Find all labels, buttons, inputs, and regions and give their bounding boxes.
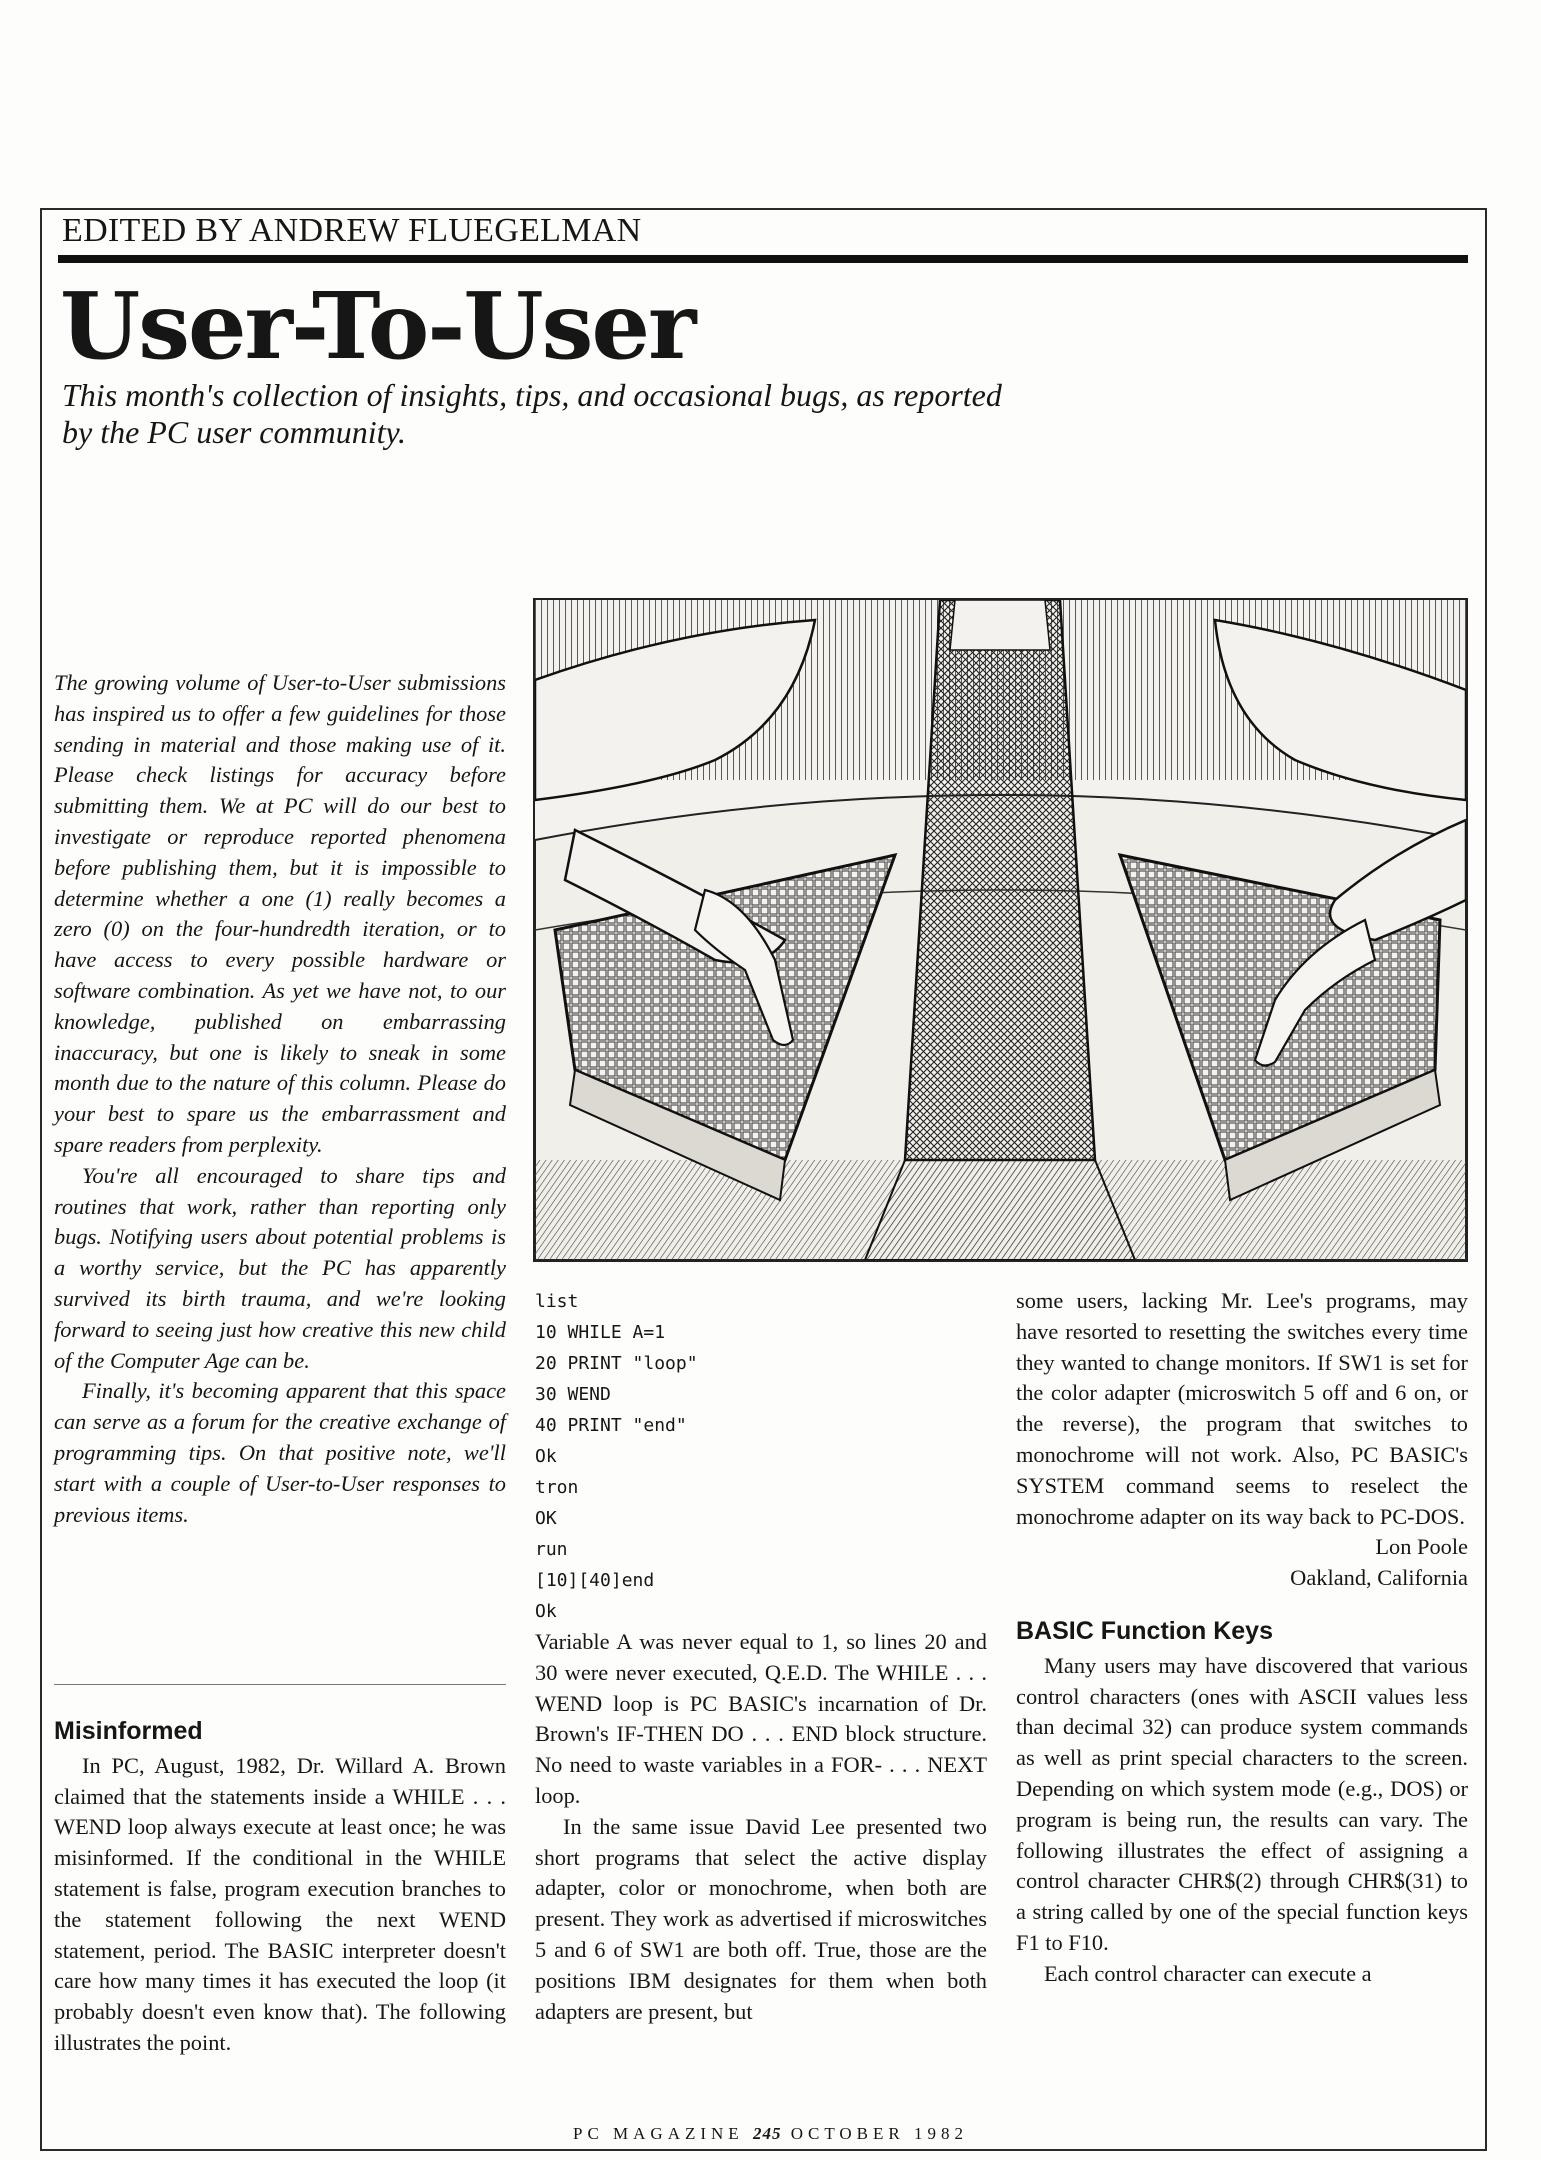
page-subtitle: This month's collection of insights, tips, and occasional bugs, as reported by the PC user community. (62, 377, 1002, 450)
illustration-keyboards (533, 598, 1468, 1262)
body-paragraph: some users, lacking Mr. Lee's programs, may have resorted to resetting the switches every time they wanted to change monitors. If SW1 is set for the color adapter (microswitch 5 off and 6 on, or the reverse), the program that switches to monochrome will not work. Also, PC BASIC's SYSTEM command seems to reselect the monochrome adapter on its way back to PC-DOS. (1016, 1288, 1468, 1529)
code-line: list (535, 1291, 579, 1312)
body-paragraph: In the same issue David Lee presented two short programs that select the active display adapter, color or monochrome, when both are present. They work as advertised if microswitches 5 and 6 of SW1 are both off. True, those are the positions IBM designates for them when both adapters are present, but (535, 1813, 987, 2024)
body-paragraph: Many users may have discovered that various control characters (ones with ASCII values less than decimal 32) can produce system commands as well as print special characters to the screen. Depending on which system mode (e.g., DOS) or program is being run, the results can vary. The following illustrates the effect of assigning a control character CHR$(2) through CHR$(31) to a string called by one of the special function keys F1 to F10. (1016, 1652, 1468, 1955)
code-line: 20 PRINT "loop" (535, 1353, 698, 1374)
body-paragraph: Each control character can execute a (1044, 1960, 1372, 1986)
intro-paragraph: You're all encouraged to share tips and routines that work, rather than reporting only bugs. Notifying users about potential problems is a worthy service, but the PC has apparently survived its birth trauma, and we're looking forward to seeing just how creative this new child of the Computer Age can be. (54, 1162, 506, 1373)
column-1-misinformed (54, 1716, 506, 2059)
header-rule (58, 255, 1468, 263)
code-line: Ok (535, 1601, 557, 1622)
page-footer (0, 2124, 1541, 2144)
signature-place: Oakland, California (1290, 1565, 1468, 1591)
column-1-intro (54, 668, 506, 1530)
code-line: 40 PRINT "end" (535, 1415, 687, 1436)
section-heading: BASIC Function Keys (1016, 1616, 1273, 1645)
page-title: User-To-User (60, 272, 695, 380)
code-line: run (535, 1539, 568, 1560)
intro-paragraph: The growing volume of User-to-User submissions has inspired us to offer a few guidelines for those sending in material and those making use of it. Please check listings for accuracy before submitting them. We at PC will do our best to investigate or reproduce reported phenomena before publishing them, but it is impossible to determine whether a one (1) really becomes a zero (0) on the four-hundredth iteration, or to have access to every possible hardware or software combination. As yet we have not, to our knowledge, published on embarrassing inaccuracy, but one is likely to sneak in some month due to the nature of this column. Please do your best to spare us the embarrassment and spare readers from perplexity. (54, 670, 506, 1157)
column-2 (535, 1286, 987, 2027)
footer-date: OCTOBER 1982 (790, 2124, 968, 2143)
intro-paragraph: Finally, it's becoming apparent that this space can serve as a forum for the creative exchange of programming tips. On that positive note, we'll start with a couple of User-to-User responses to previous items. (54, 1378, 506, 1527)
body-paragraph: Variable A was never equal to 1, so lines 20 and 30 were never executed, Q.E.D. The WHILE . . . WEND loop is PC BASIC's incarnation of Dr. Brown's IF-THEN DO . . . END block structure. No need to waste variables in a FOR- . . . NEXT loop. (535, 1629, 987, 1808)
code-line: [10][40]end (535, 1570, 655, 1591)
illustration-drawing (535, 600, 1466, 1260)
code-line: OK (535, 1508, 557, 1529)
section-heading: Misinformed (54, 1717, 203, 1745)
page-number: 245 (752, 2124, 782, 2143)
column-3 (1016, 1286, 1468, 1990)
code-line: 10 WHILE A=1 (535, 1322, 666, 1343)
body-paragraph: In PC, August, 1982, Dr. Willard A. Brown claimed that the statements inside a WHILE . . . WEND loop always execute at least once; he was misinformed. If the conditional in the WHILE statement is false, program execution branches to the statement following the next WEND statement, period. The BASIC interpreter doesn't care how many times it has executed the loop (it probably doesn't even know that). The following illustrates the point. (54, 1752, 506, 2055)
editor-credit: EDITED BY ANDREW FLUEGELMAN (62, 212, 642, 249)
footer-magazine: PC MAGAZINE (573, 2124, 744, 2143)
code-line: 30 WEND (535, 1384, 611, 1405)
section-divider (54, 1684, 506, 1685)
code-line: tron (535, 1477, 579, 1498)
code-listing (535, 1286, 987, 1627)
signature-name: Lon Poole (1375, 1534, 1468, 1560)
code-line: Ok (535, 1446, 557, 1467)
